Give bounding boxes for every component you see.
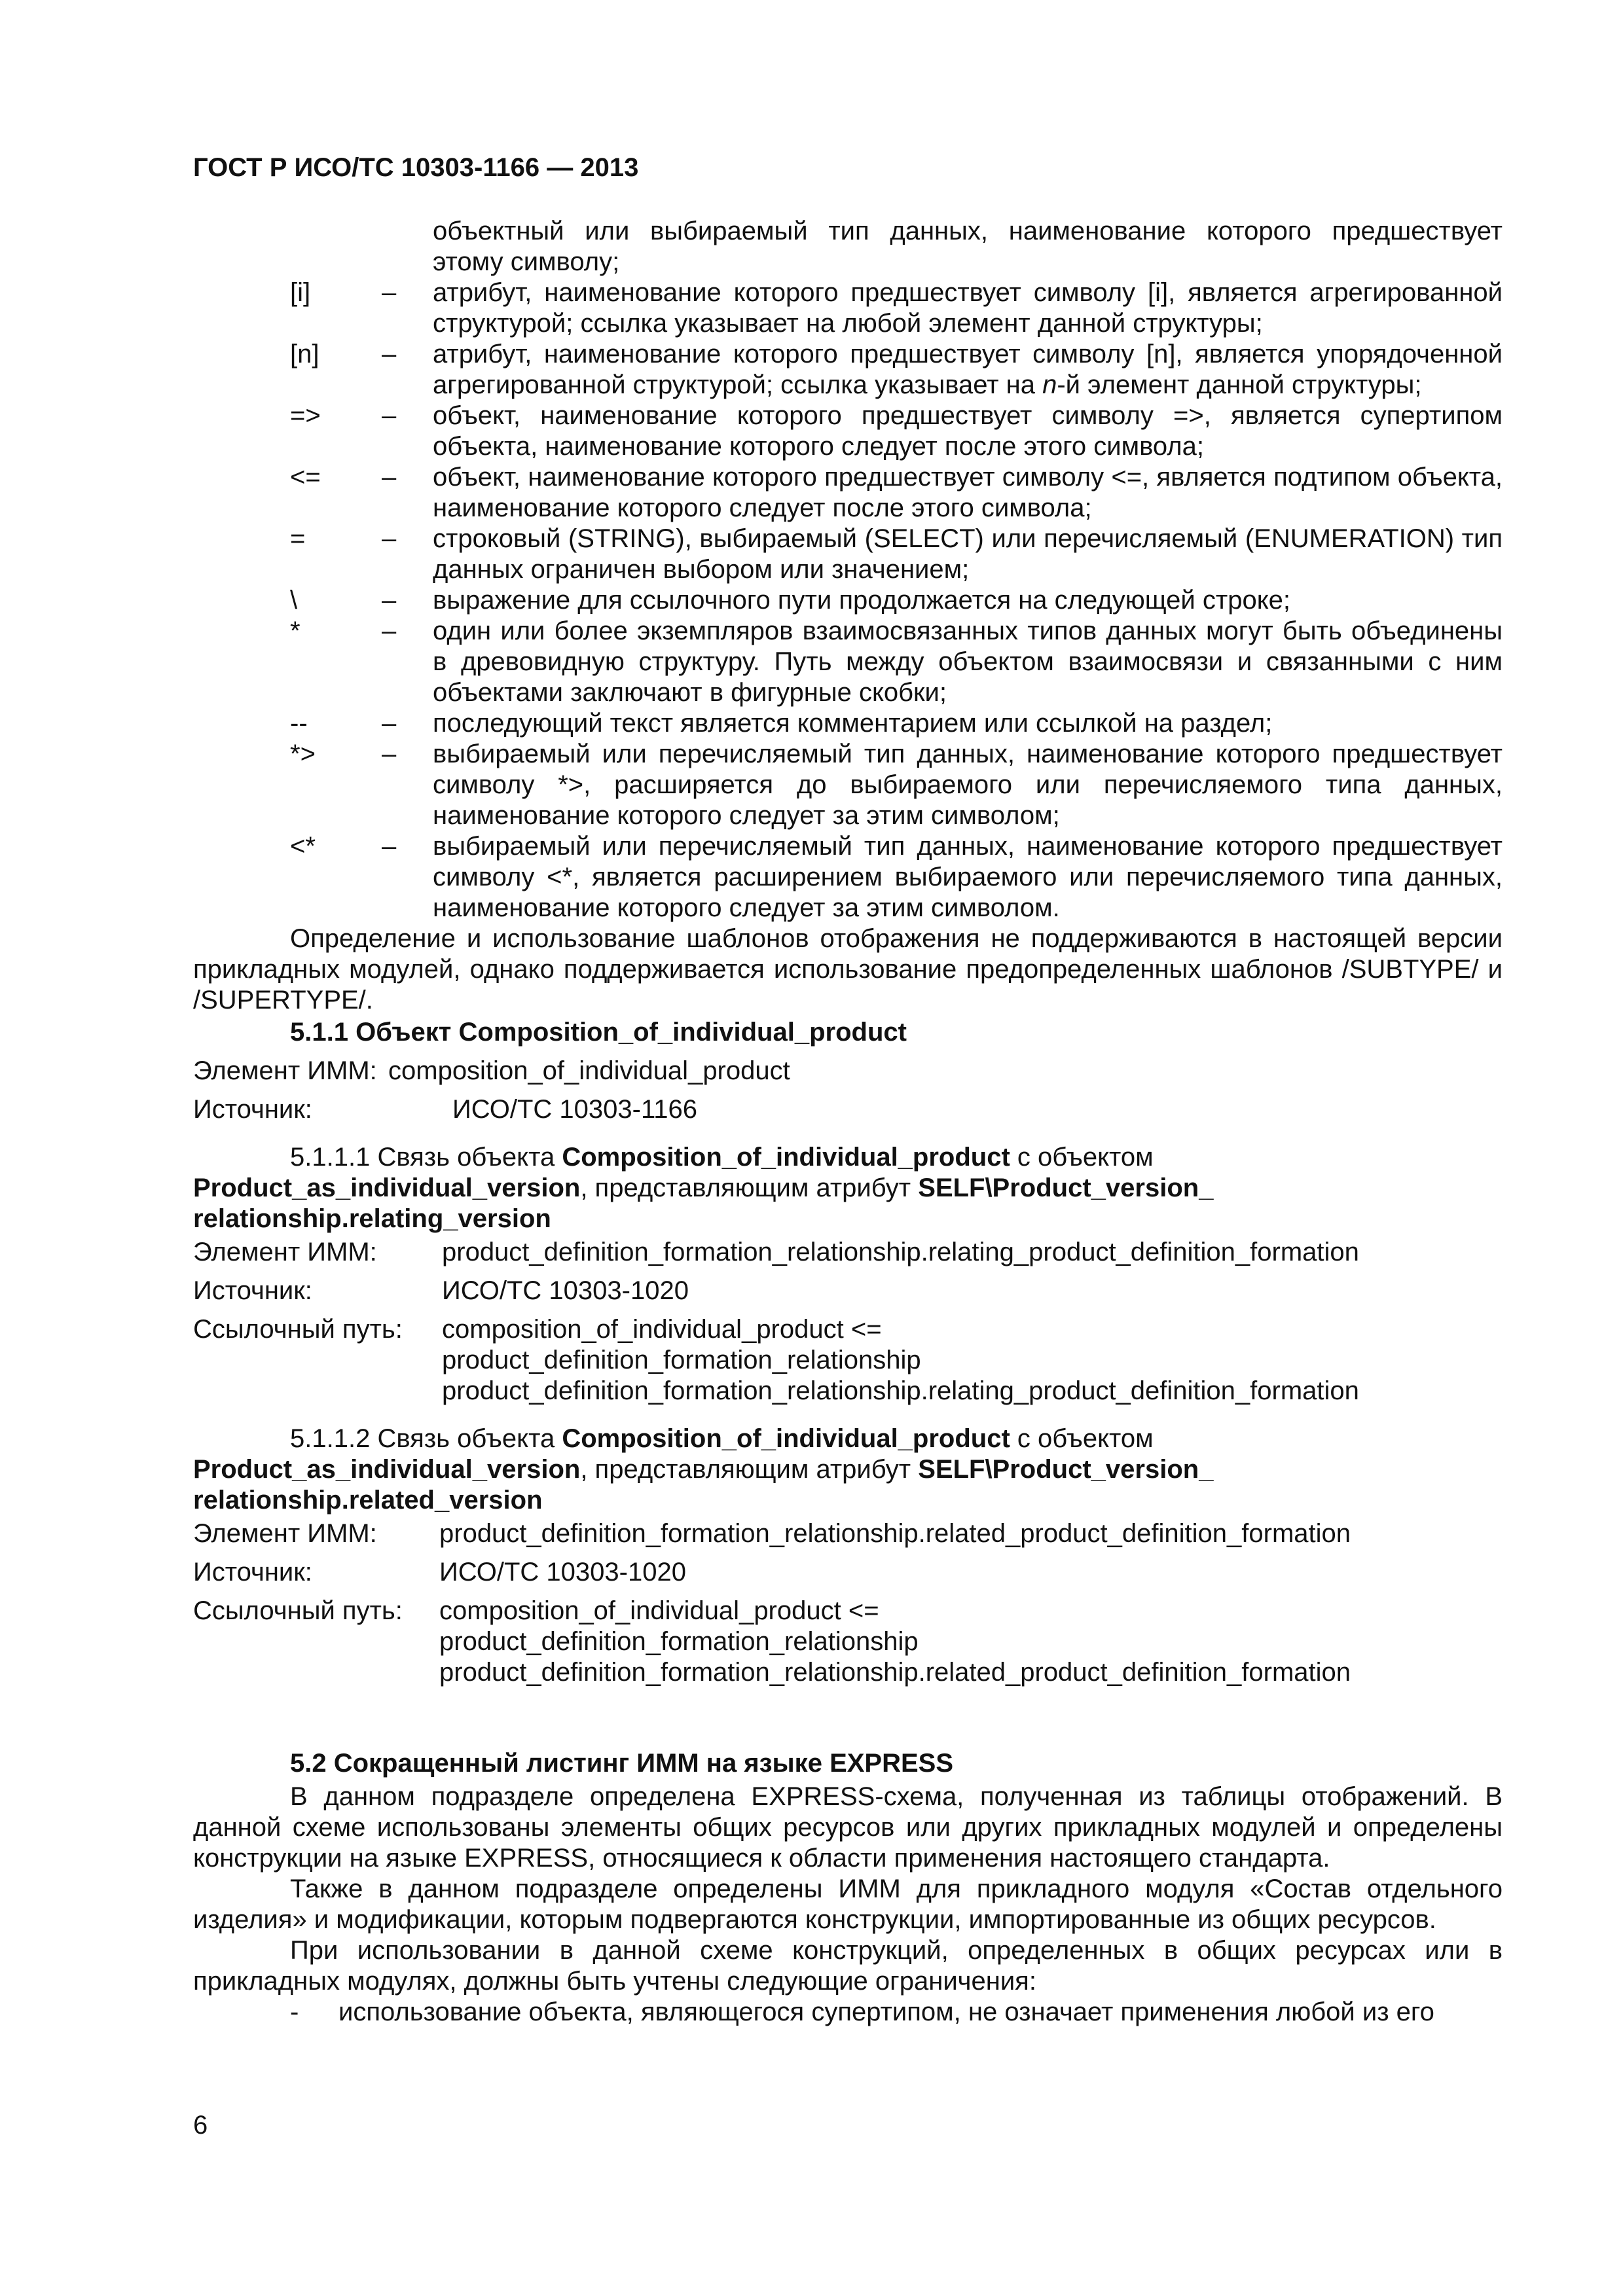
source-label: Источник: (193, 1095, 312, 1124)
symbol-description: один или более экземпляров взаимосвязанных типов данных могут быть объединены в древовидную структуру. Путь между объектом взаимосвязи и связанными с ним объектами заключают в фигурные скобки; (433, 617, 1503, 707)
mim-element-label: Элемент ИММ: (193, 1056, 377, 1085)
symbol: [i] (290, 278, 311, 307)
symbol-dash: – (382, 401, 397, 430)
templates-paragraph: Определение и использование шаблонов отображения не поддерживаются в настоящей версии прикладных модулей, однако поддерживается использование предопределенных шаблонов /SUBTYPE/ и /SUPERTYPE/. (193, 924, 1503, 1014)
section-5-2-paragraph-3: При использовании в данной схеме конструкций, определенных в общих ресурсах или в прикладных модулях, должны быть учтены следующие ограничения: (193, 1936, 1503, 1996)
symbol: <* (290, 832, 316, 861)
section-5-2-paragraph-1: В данном подразделе определена EXPRESS-схема, полученная из таблицы отображений. В данной схеме использованы элементы общих ресурсов или других прикладных модулей и определены конструкции на языке EXPRESS, относящиеся к области применения настоящего стандарта. (193, 1782, 1503, 1873)
symbol: -- (290, 709, 308, 738)
symbol-row (193, 524, 1503, 585)
symbol-dash: – (382, 740, 397, 768)
section-5-1-1-2-heading: 5.1.1.2 Связь объекта Composition_of_individual_product с объектом (290, 1424, 1154, 1453)
symbol: [n] (290, 340, 319, 368)
source-label: Источник: (193, 1558, 312, 1587)
symbol-row (193, 616, 1503, 708)
document-header: ГОСТ Р ИСО/ТС 10303-1166 — 2013 (193, 153, 639, 182)
source-row (193, 1094, 1503, 1125)
reference-path-row (193, 1596, 1503, 1688)
mim-element-label: Элемент ИММ: (193, 1238, 377, 1266)
mim-element-row (193, 1237, 1503, 1268)
list-item-text: использование объекта, являющегося супертипом, не означает применения любой из его (338, 1998, 1434, 2026)
section-5-1-1-1-heading-end: relationship.relating_version (193, 1204, 551, 1233)
source-row (193, 1557, 1503, 1588)
source-value: ИСО/ТС 10303-1020 (439, 1558, 686, 1587)
mim-element-label: Элемент ИММ: (193, 1519, 377, 1548)
mim-element-value: product_definition_formation_relationship.related_product_definition_formation (439, 1519, 1351, 1548)
symbol-row (193, 462, 1503, 524)
mim-element-value: composition_of_individual_product (388, 1056, 790, 1085)
reference-path-label: Ссылочный путь: (193, 1315, 403, 1344)
symbol-description: объект, наименование которого предшествует символу <=, является подтипом объекта, наименование которого следует после этого символа; (433, 463, 1503, 522)
symbol-dash: – (382, 709, 397, 738)
section-5-1-1-1-heading: 5.1.1.1 Связь объекта Composition_of_individual_product с объектом (290, 1143, 1154, 1172)
symbol-description: атрибут, наименование которого предшествует символу [n], является упорядоченной агрегированной структурой; ссылка указывает на n-й элемент данной структуры; (433, 340, 1503, 399)
document-body (193, 216, 1503, 2028)
list-item (193, 1997, 1503, 2028)
section-5-1-1-heading: 5.1.1 Объект Composition_of_individual_product (290, 1018, 907, 1047)
symbol-description: выражение для ссылочного пути продолжается на следующей строке; (433, 586, 1290, 615)
symbol-description: атрибут, наименование которого предшествует символу [i], является агрегированной структурой; ссылка указывает на любой элемент данной структуры; (433, 278, 1503, 338)
list-bullet: - (290, 1998, 299, 2026)
symbol-dash: – (382, 463, 397, 492)
symbol: => (290, 401, 321, 430)
reference-path-row (193, 1314, 1503, 1407)
symbol: = (290, 524, 306, 553)
symbol-description: выбираемый или перечисляемый тип данных, наименование которого предшествует символу <*, является расширением выбираемого или перечисляемого типа данных, наименование которого следует за этим символом. (433, 832, 1503, 922)
symbol: \ (290, 586, 298, 615)
source-value: ИСО/ТС 10303-1020 (442, 1276, 689, 1305)
symbol-dash: – (382, 524, 397, 553)
symbol-row (193, 339, 1503, 401)
symbol-description: строковый (STRING), выбираемый (SELECT) или перечисляемый (ENUMERATION) тип данных ограничен выбором или значением; (433, 524, 1503, 584)
section-5-2-heading: 5.2 Сокращенный листинг ИММ на языке EXPRESS (290, 1749, 954, 1778)
symbol-row (193, 401, 1503, 462)
symbol-description: последующий текст является комментарием или ссылкой на раздел; (433, 709, 1273, 738)
page-number: 6 (193, 2111, 208, 2140)
symbol-row (193, 708, 1503, 739)
symbol-dash: – (382, 617, 397, 645)
symbol-dash: – (382, 586, 397, 615)
symbol-dash: – (382, 340, 397, 368)
intro-continuation: объектный или выбираемый тип данных, наименование которого предшествует этому символу; (433, 217, 1503, 276)
source-value: ИСО/ТС 10303-1166 (452, 1095, 697, 1124)
symbol-row (193, 739, 1503, 831)
symbol-description: объект, наименование которого предшествует символу =>, является супертипом объекта, наименование которого следует после этого символа; (433, 401, 1503, 461)
symbol-dash: – (382, 832, 397, 861)
mim-element-row (193, 1056, 1503, 1086)
mim-element-value: product_definition_formation_relationship.relating_product_definition_formation (442, 1238, 1359, 1266)
symbol: *> (290, 740, 316, 768)
reference-path-value: composition_of_individual_product <= product_definition_formation_relationship product_definition_formation_relationship.relating_product_definition_formation (442, 1315, 1359, 1405)
symbol-row (193, 831, 1503, 924)
symbol-description: выбираемый или перечисляемый тип данных, наименование которого предшествует символу *>, расширяется до выбираемого или перечисляемого типа данных, наименование которого следует за этим символом; (433, 740, 1503, 830)
symbol-row (193, 278, 1503, 339)
source-row (193, 1276, 1503, 1306)
section-5-1-1-1-heading-cont: Product_as_individual_version, представляющим атрибут SELF\Product_version_ (193, 1174, 1214, 1202)
symbol: <= (290, 463, 321, 492)
mim-element-row (193, 1518, 1503, 1549)
symbol-dash: – (382, 278, 397, 307)
symbol-row (193, 585, 1503, 616)
section-5-1-1-2-heading-cont: Product_as_individual_version, представляющим атрибут SELF\Product_version_ (193, 1455, 1214, 1484)
source-label: Источник: (193, 1276, 312, 1305)
symbol: * (290, 617, 301, 645)
symbol-list (193, 278, 1503, 924)
reference-path-value: composition_of_individual_product <= product_definition_formation_relationship product_definition_formation_relationship.related_product_definition_formation (439, 1596, 1351, 1687)
reference-path-label: Ссылочный путь: (193, 1596, 403, 1625)
section-5-2-paragraph-2: Также в данном подразделе определены ИММ для прикладного модуля «Состав отдельного изделия» и модификации, которым подвергаются конструкции, импортированные из общих ресурсов. (193, 1874, 1503, 1934)
section-5-1-1-2-heading-end: relationship.related_version (193, 1486, 543, 1515)
